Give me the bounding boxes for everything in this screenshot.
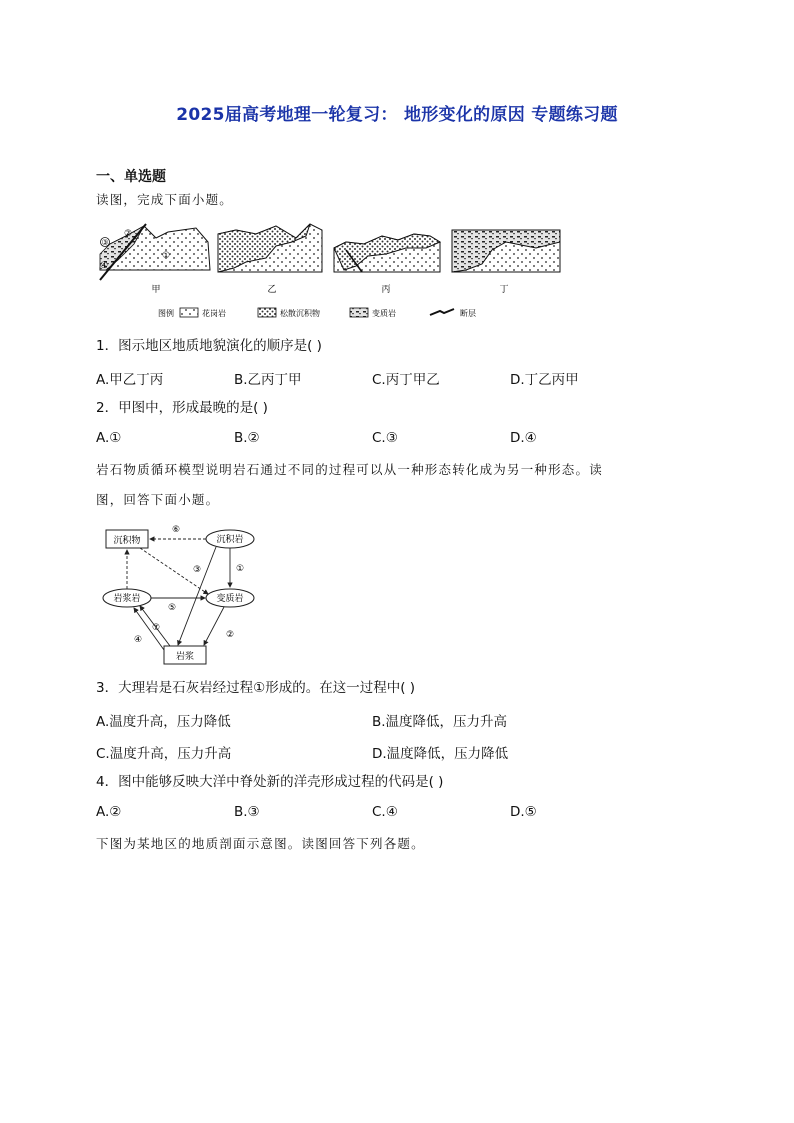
panel-bing [334, 234, 440, 272]
process-label-4: ④ [133, 635, 143, 645]
panel-yi [218, 224, 322, 272]
legend-metamorphic: 变质岩 [372, 309, 396, 318]
q1-option-b[interactable]: B.乙丙丁甲 [234, 372, 302, 388]
intro-text-3: 下图为某地区的地质剖面示意图。读图回答下列各题。 [96, 836, 425, 851]
legend-swatch-granite [180, 308, 198, 317]
process-label-7: ⑦ [151, 623, 161, 633]
figure-legend [158, 308, 476, 318]
legend-prefix: 图例 [158, 309, 174, 318]
q4-option-a[interactable]: A.② [96, 804, 122, 820]
geology-sections-figure [96, 220, 509, 330]
section-heading: 一、单选题 [96, 169, 166, 185]
point-label-4: ④ [99, 261, 109, 271]
q4-option-d[interactable]: D.⑤ [510, 804, 537, 820]
q2-option-c[interactable]: C.③ [372, 430, 398, 446]
legend-swatch-fault [430, 309, 454, 315]
panel-label-yi: 乙 [267, 285, 277, 295]
q2-option-b[interactable]: B.② [234, 430, 260, 446]
node-sedimentary-rock: 沉积岩 [216, 535, 244, 545]
q2-option-a[interactable]: A.① [96, 430, 122, 446]
node-igneous-rock: 岩浆岩 [113, 594, 141, 604]
q1-option-c[interactable]: C.丙丁甲乙 [372, 372, 440, 388]
q3-option-a[interactable]: A.温度升高，压力降低 [96, 714, 231, 730]
panel-label-ding: 丁 [499, 285, 509, 295]
intro-text-1: 读图，完成下面小题。 [96, 192, 234, 207]
question-3-stem: 3．大理岩是石灰岩经过程①形成的。在这一过程中( ) [96, 680, 416, 696]
point-label-2: ② [123, 229, 133, 239]
process-label-3: ③ [192, 565, 202, 575]
rock-cycle-diagram [100, 520, 280, 668]
question-1-stem: 1．图示地区地质地貌演化的顺序是( ) [96, 338, 322, 354]
legend-fault: 断层 [460, 309, 476, 318]
intro-text-2-line-2: 图，回答下面小题。 [96, 492, 220, 507]
q2-option-d[interactable]: D.④ [510, 430, 537, 446]
q1-option-d[interactable]: D.丁乙丙甲 [510, 372, 579, 388]
point-label-1: ① [161, 251, 171, 261]
q3-option-c[interactable]: C.温度升高，压力升高 [96, 746, 232, 762]
q3-option-d[interactable]: D.温度降低，压力降低 [372, 746, 509, 762]
process-label-1: ① [235, 564, 245, 574]
panel-ding [452, 230, 560, 272]
question-4-stem: 4．图中能够反映大洋中脊处新的洋壳形成过程的代码是( ) [96, 774, 444, 790]
question-2-stem: 2．甲图中，形成最晚的是( ) [96, 400, 268, 416]
q4-option-c[interactable]: C.④ [372, 804, 398, 820]
panel-jia [100, 224, 210, 280]
process-label-2: ② [225, 630, 235, 640]
panel-label-bing: 丙 [381, 285, 391, 295]
legend-granite: 花岗岩 [202, 309, 226, 318]
node-sediment: 沉积物 [113, 536, 141, 546]
legend-swatch-metamorphic [350, 308, 368, 317]
point-label-3: ③ [101, 238, 109, 247]
q1-option-a[interactable]: A.甲乙丁丙 [96, 372, 164, 388]
panel-label-jia: 甲 [151, 285, 161, 295]
node-magma: 岩浆 [175, 652, 195, 662]
process-label-5: ⑤ [167, 603, 177, 613]
legend-swatch-sediment [258, 308, 276, 317]
page-title: 2025届高考地理一轮复习： 地形变化的原因 专题练习题 [176, 105, 618, 125]
q3-option-b[interactable]: B.温度降低，压力升高 [372, 714, 508, 730]
process-label-6: ⑥ [171, 525, 181, 535]
q4-option-b[interactable]: B.③ [234, 804, 260, 820]
intro-text-2-line-1: 岩石物质循环模型说明岩石通过不同的过程可以从一种形态转化成为另一种形态。读 [96, 462, 603, 477]
legend-sediment: 松散沉积物 [280, 309, 320, 318]
node-metamorphic-rock: 变质岩 [216, 594, 244, 604]
